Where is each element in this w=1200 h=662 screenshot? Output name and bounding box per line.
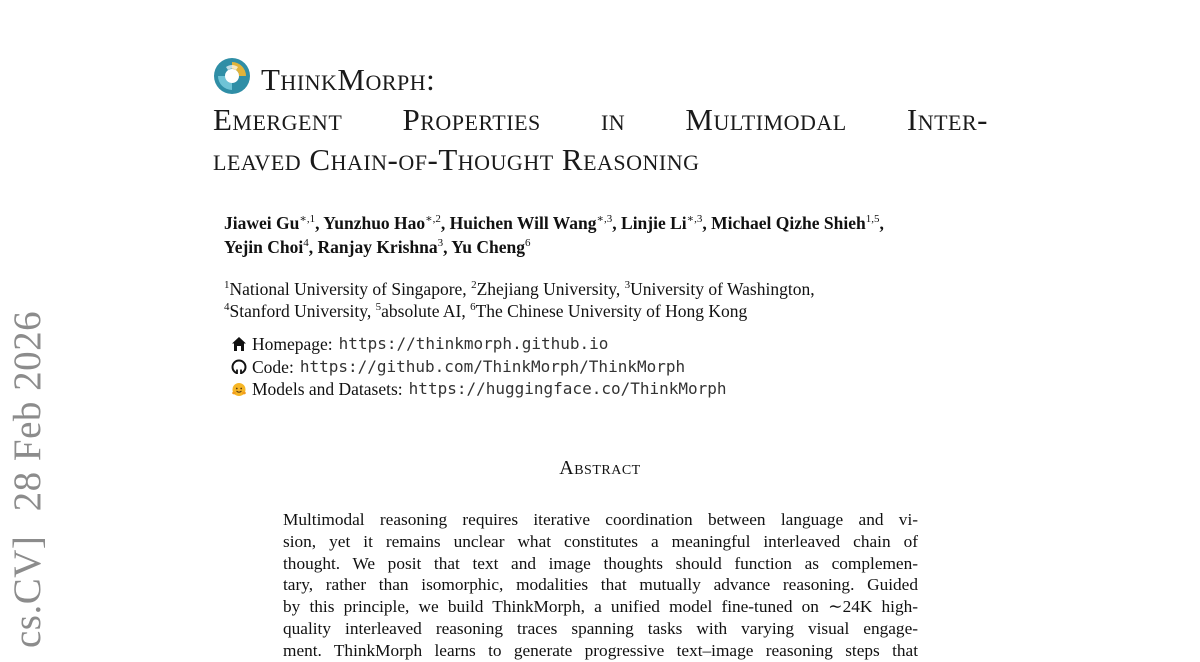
abstract-line: tary, rather than isomorphic, modalities that mutually advance reasoning. Guided (283, 575, 918, 595)
models-row (231, 378, 991, 401)
abstract-text (283, 509, 918, 662)
code-label: Code: (252, 356, 294, 377)
author-name: Yu Cheng (451, 237, 525, 257)
abstract-line: Multimodal reasoning requires iterative coordination between language and vi- (283, 510, 918, 529)
title-line-2: Emergent Properties in Multimodal Inter- (213, 102, 988, 137)
affiliation: absolute AI, (381, 301, 471, 321)
homepage-link[interactable]: https://thinkmorph.github.io (338, 334, 609, 353)
models-label: Models and Datasets: (252, 379, 403, 399)
author-name: Ranjay Krishna (317, 237, 438, 257)
author-affil-mark: 4 (303, 237, 309, 250)
author-name: Jiawei Gu (224, 213, 300, 233)
author-name: Yejin Choi (224, 237, 304, 257)
affil-mark: 1 (224, 279, 230, 292)
abstract-line: by this principle, we build ThinkMorph, a unified model fine-tuned on ∼24K high- (283, 597, 918, 617)
abstract-line: ment. ThinkMorph learns to generate progressive text–image reasoning steps that (283, 640, 918, 660)
author-name: Linjie Li (621, 213, 687, 233)
title-line-3: leaved Chain-of-Thought Reasoning (213, 142, 700, 177)
affil-mark: 4 (224, 301, 230, 314)
affiliation: The Chinese University of Hong Kong (475, 301, 748, 321)
author-name: Yunzhuo Hao (323, 213, 426, 233)
huggingface-icon (231, 381, 247, 397)
abstract-line: quality interleaved reasoning traces spanning tasks with varying visual engage- (283, 618, 918, 638)
author-affil-mark: 6 (524, 237, 531, 250)
author-affil-mark: ∗,1 (299, 213, 316, 226)
code-link[interactable]: https://github.com/ThinkMorph/ThinkMorph (299, 356, 686, 376)
arxiv-category: cs.CV] (6, 535, 49, 648)
affiliation: Zhejiang University, (476, 279, 625, 299)
affiliations (224, 278, 1004, 322)
paper-title (213, 60, 988, 180)
author-name: Michael Qizhe Shieh (711, 213, 866, 233)
affil-mark: 3 (624, 279, 631, 292)
author-affil-mark: ∗,3 (686, 213, 703, 226)
homepage-label: Homepage: (252, 334, 333, 354)
abstract-line: thought. We posit that text and image thoughts should function as complemen- (283, 553, 918, 573)
author-name: Huichen Will Wang (449, 213, 597, 233)
abstract-heading: Abstract (559, 457, 641, 479)
affiliation: University of Washington, (630, 279, 815, 299)
affiliation: Stanford University, (229, 301, 376, 321)
affil-mark: 2 (471, 279, 477, 292)
affil-mark: 6 (470, 301, 476, 314)
arxiv-stamp (6, 310, 68, 648)
resource-links (231, 333, 991, 401)
author-affil-mark: 3 (437, 237, 444, 250)
github-icon (231, 359, 247, 375)
abstract-line: sion, yet it remains unclear what constitutes a meaningful interleaved chain of (283, 531, 918, 551)
author-affil-mark: 1,5 (865, 213, 880, 226)
affil-mark: 5 (375, 301, 382, 314)
models-link[interactable]: https://huggingface.co/ThinkMorph (408, 379, 727, 398)
affiliation: National University of Singapore, (229, 279, 472, 299)
title-line-1: ThinkMorph: (261, 62, 436, 97)
home-icon (231, 336, 247, 352)
arxiv-date: 28 Feb 2026 (6, 310, 49, 512)
author-affil-mark: ∗,3 (596, 213, 613, 226)
code-row (231, 356, 991, 379)
author-affil-mark: ∗,2 (425, 213, 441, 226)
homepage-row (231, 333, 991, 356)
author-list: Jiawei $Gu^{∗,1}$, Yunzhuo Hao$^{∗,2}$, Huichen Will Wang$^{∗,3}$, Linjie $Li^{∗,3}$, Michael Qizhe Shieh$^{1,5}$, Yejin Choi$^4$, Ranjay Krishna$^3$, Yu Cheng$^6$ (224, 213, 884, 257)
